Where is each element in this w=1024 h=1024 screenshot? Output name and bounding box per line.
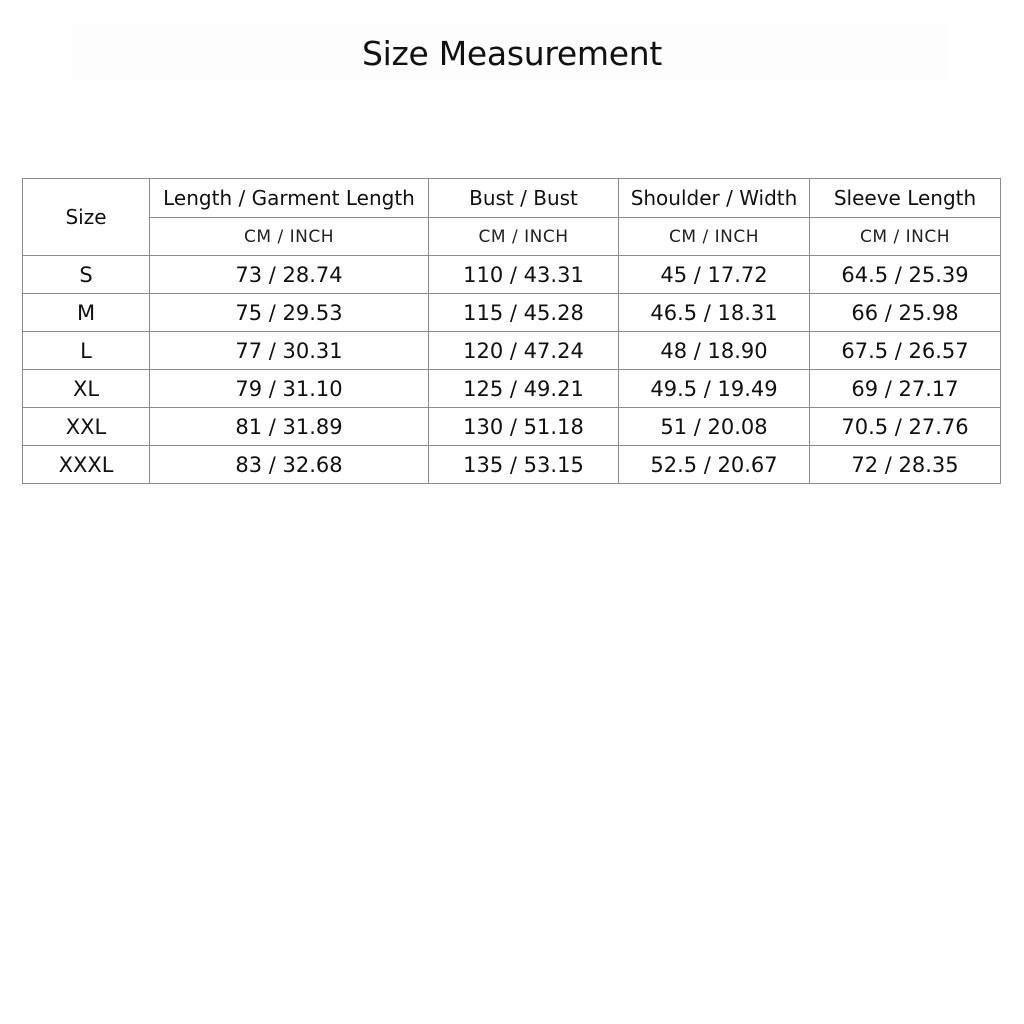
table-cell: 120 / 47.24 <box>429 332 619 370</box>
table-cell: 73 / 28.74 <box>150 256 429 294</box>
table-cell: 75 / 29.53 <box>150 294 429 332</box>
table-cell: 70.5 / 27.76 <box>810 408 1001 446</box>
table-cell: 49.5 / 19.49 <box>619 370 810 408</box>
size-cell: XXL <box>23 408 150 446</box>
table-cell: 66 / 25.98 <box>810 294 1001 332</box>
size-cell: L <box>23 332 150 370</box>
size-measurement-table <box>22 178 1001 484</box>
table-cell: 79 / 31.10 <box>150 370 429 408</box>
table-cell: 83 / 32.68 <box>150 446 429 484</box>
size-cell: S <box>23 256 150 294</box>
unit-label-bust: CM / INCH <box>429 218 619 256</box>
table-cell: 110 / 43.31 <box>429 256 619 294</box>
unit-label-length: CM / INCH <box>150 218 429 256</box>
table-cell: 130 / 51.18 <box>429 408 619 446</box>
table-cell: 115 / 45.28 <box>429 294 619 332</box>
column-header-shoulder: Shoulder / Width <box>619 179 810 218</box>
unit-label-shoulder: CM / INCH <box>619 218 810 256</box>
table-cell: 46.5 / 18.31 <box>619 294 810 332</box>
size-column-header: Size <box>23 179 150 256</box>
table-cell: 72 / 28.35 <box>810 446 1001 484</box>
table-cell: 45 / 17.72 <box>619 256 810 294</box>
table-cell: 51 / 20.08 <box>619 408 810 446</box>
size-cell: M <box>23 294 150 332</box>
size-cell: XXXL <box>23 446 150 484</box>
table-cell: 52.5 / 20.67 <box>619 446 810 484</box>
table-row <box>23 332 1001 370</box>
table-cell: 77 / 30.31 <box>150 332 429 370</box>
column-header-sleeve: Sleeve Length <box>810 179 1001 218</box>
table-row <box>23 370 1001 408</box>
table-cell: 81 / 31.89 <box>150 408 429 446</box>
column-header-length: Length / Garment Length <box>150 179 429 218</box>
table-cell: 64.5 / 25.39 <box>810 256 1001 294</box>
header-row <box>23 179 1001 218</box>
table-row <box>23 256 1001 294</box>
table-cell: 125 / 49.21 <box>429 370 619 408</box>
column-header-bust: Bust / Bust <box>429 179 619 218</box>
table-row <box>23 408 1001 446</box>
unit-row <box>23 218 1001 256</box>
table-cell: 67.5 / 26.57 <box>810 332 1001 370</box>
table-row <box>23 446 1001 484</box>
table-cell: 135 / 53.15 <box>429 446 619 484</box>
page-title: Size Measurement <box>362 34 662 73</box>
table-cell: 69 / 27.17 <box>810 370 1001 408</box>
unit-label-sleeve: CM / INCH <box>810 218 1001 256</box>
table-row <box>23 294 1001 332</box>
table-cell: 48 / 18.90 <box>619 332 810 370</box>
size-cell: XL <box>23 370 150 408</box>
